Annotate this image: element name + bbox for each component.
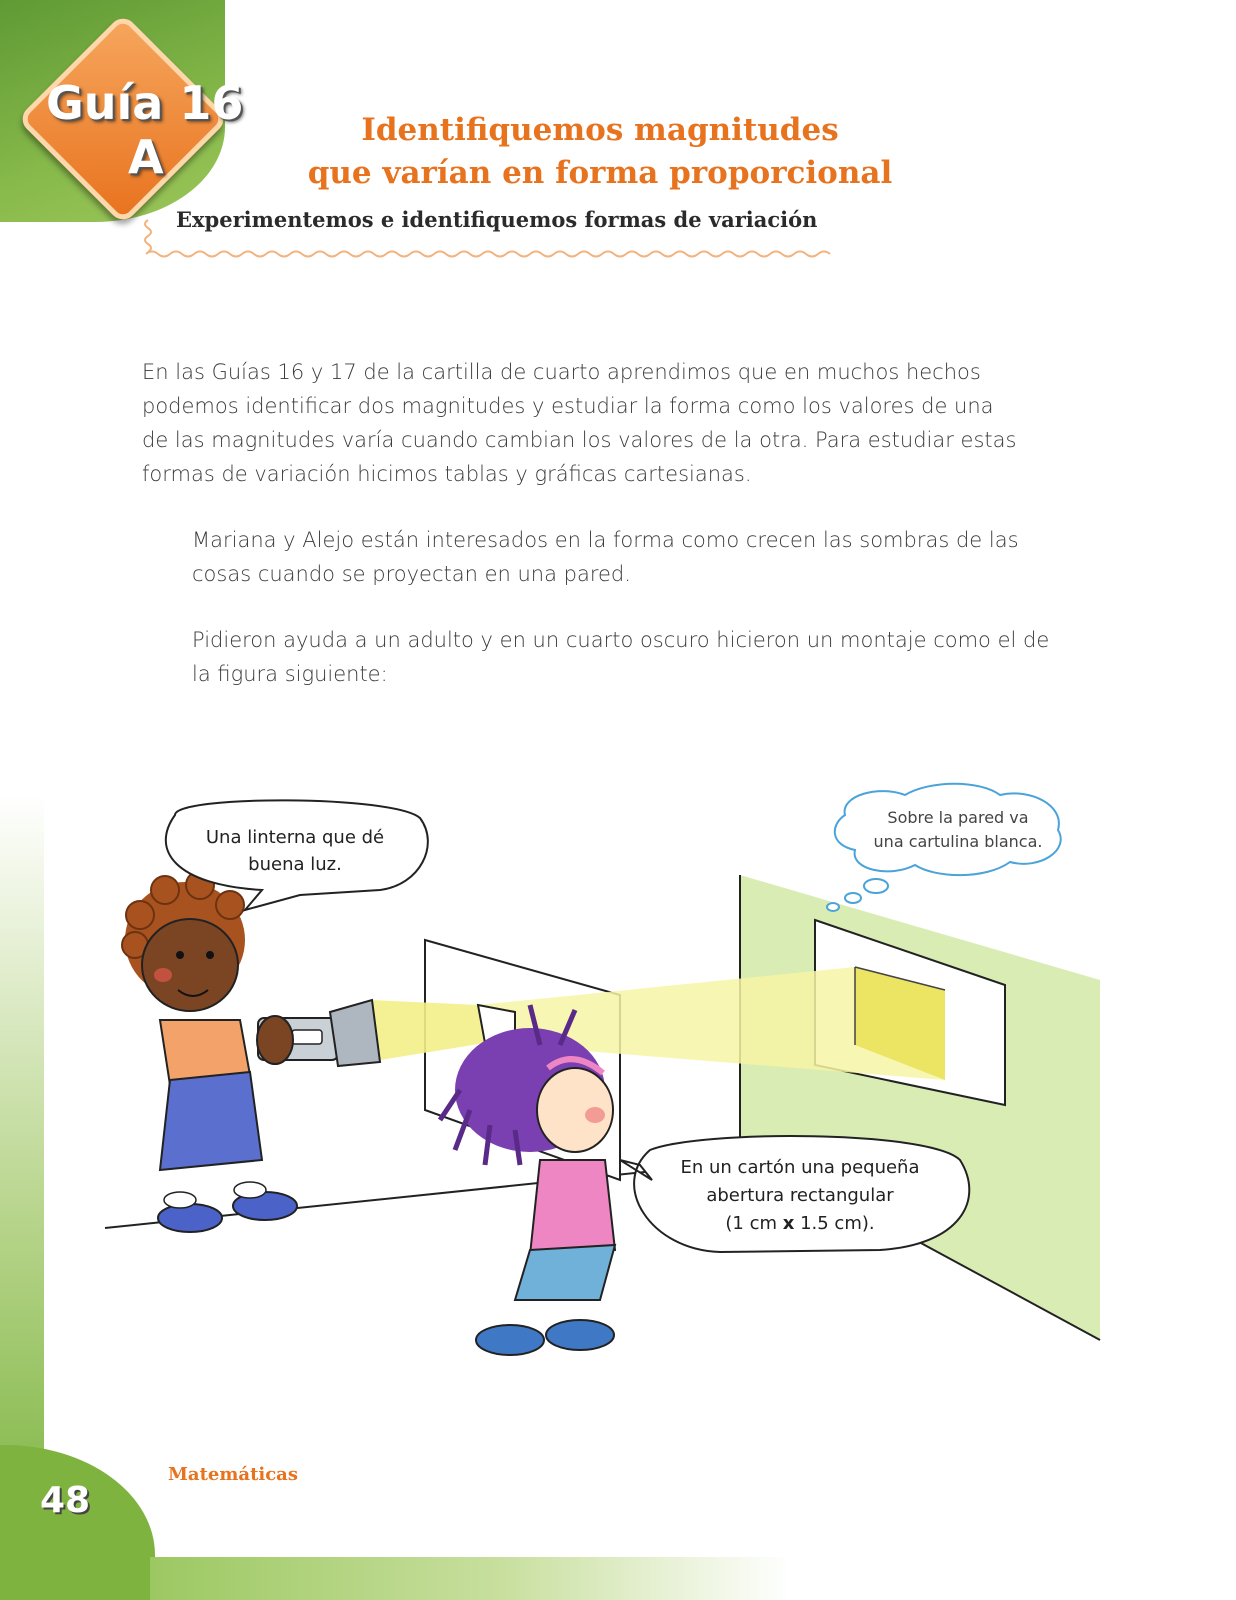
intro-paragraph [142, 355, 1016, 491]
text-line: Mariana y Alejo están interesados en la forma como crecen las sombras de las [192, 528, 1019, 552]
times-symbol: x [782, 1213, 795, 1234]
page-number-background [0, 1445, 155, 1600]
caption-line: Sobre la pared va [887, 808, 1029, 827]
girl-figure [440, 1005, 615, 1355]
story-paragraph-1 [192, 523, 1019, 591]
guide-letter: A [128, 130, 164, 184]
text-line: de las magnitudes varía cuando cambian los valores de la otra. Para estudiar estas [142, 428, 1017, 452]
flashlight [257, 1000, 380, 1066]
wall-caption [858, 806, 1058, 854]
text-line: cosas cuando se proyectan en una pared. [192, 562, 631, 586]
wall [740, 875, 1100, 1340]
text-line: formas de variación hicimos tablas y gráficas cartesianas. [142, 462, 752, 486]
caption-line: una cartulina blanca. [873, 832, 1043, 851]
flashlight-caption [175, 824, 415, 878]
text-line: En las Guías 16 y 17 de la cartilla de cuarto aprendimos que en muchos hechos [142, 360, 981, 384]
page-subtitle: Experimentemos e identifiquemos formas de variación [176, 207, 818, 232]
dimension-text: 1.5 cm). [794, 1213, 875, 1234]
caption-line: buena luz. [248, 854, 342, 875]
text-line: podemos identificar dos magnitudes y estudiar la forma como los valores de una [142, 394, 994, 418]
caption-line: En un cartón una pequeña [680, 1157, 920, 1178]
caption-line: Una linterna que dé [205, 827, 385, 848]
guide-label: Guía 16 [46, 76, 244, 130]
page-number: 48 [40, 1480, 91, 1521]
page-title-line-2: que varían en forma proporcional [307, 155, 893, 191]
text-line: la figura siguiente: [192, 662, 388, 686]
caption-line: abertura rectangular [706, 1185, 894, 1206]
subject-label: Matemáticas [168, 1464, 298, 1485]
story-paragraph-2 [192, 623, 1049, 691]
page-title-line-1: Identifiquemos magnitudes [361, 112, 839, 148]
text-line: Pidieron ayuda a un adulto y en un cuarto oscuro hicieron un montaje como el de [192, 628, 1050, 652]
cardboard-caption [650, 1154, 950, 1238]
caption-line [650, 1210, 950, 1238]
dimension-text: (1 cm [725, 1213, 783, 1234]
bottom-band [150, 1557, 790, 1600]
